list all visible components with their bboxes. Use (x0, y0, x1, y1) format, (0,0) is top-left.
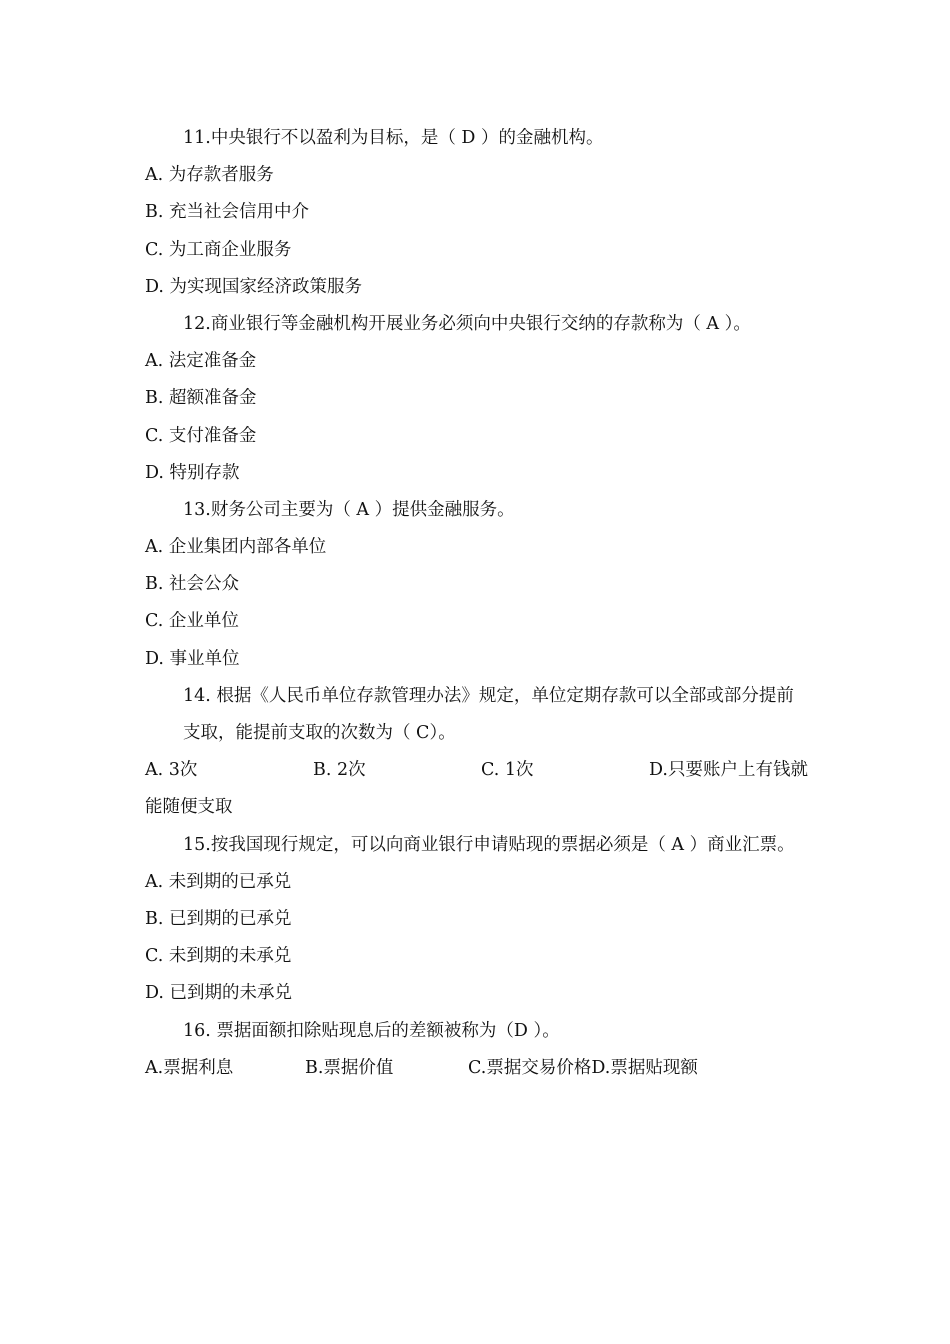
question-list (145, 120, 810, 1087)
question-12-stem: 12.商业银行等金融机构开展业务必须向中央银行交纳的存款称为（ A ）。 (183, 313, 751, 334)
question-15-stem: 15.按我国现行规定，可以向商业银行申请贴现的票据必须是（ A ）商业汇票。 (183, 834, 795, 855)
question-14-option-d: D.只要账户上有钱就能随便支取 (145, 760, 808, 818)
question-16-options (145, 1050, 810, 1087)
question-15-option-a: A. 未到期的已承兑 (145, 871, 292, 892)
question-16-option-d: D.票据贴现额 (591, 1057, 698, 1078)
question-13-option-c: C. 企业单位 (145, 611, 239, 632)
question-16-option-b: B.票据价值 (305, 1057, 394, 1078)
question-15-option-c: C. 未到期的未承兑 (145, 946, 292, 967)
question-12-option-a: A. 法定准备金 (145, 351, 257, 372)
question-13-option-d: D. 事业单位 (145, 648, 240, 669)
question-13-option-b: B. 社会公众 (145, 574, 239, 595)
question-16-stem: 16. 票据面额扣除贴现息后的差额被称为（D ）。 (183, 1020, 560, 1041)
question-14-option-b: B. 2次 (313, 760, 366, 781)
question-11-option-d: D. 为实现国家经济政策服务 (145, 276, 363, 297)
question-13-option-a: A. 企业集团内部各单位 (145, 537, 327, 558)
question-13-stem: 13.财务公司主要为（ A ）提供金融服务。 (183, 499, 515, 520)
question-11-option-a: A. 为存款者服务 (145, 165, 274, 186)
question-11-stem: 11.中央银行不以盈利为目标，是（ D ）的金融机构。 (183, 128, 604, 148)
question-12-option-c: C. 支付准备金 (145, 425, 257, 446)
question-14-options (145, 752, 810, 826)
question-12-option-b: B. 超额准备金 (145, 388, 257, 409)
question-14-stem: 14. 根据《人民币单位存款管理办法》规定，单位定期存款可以全部或部分提前支取，能提前支取的次数为（ C）。 (183, 685, 794, 744)
question-16-option-a: A.票据利息 (145, 1057, 234, 1078)
question-15-option-b: B. 已到期的已承兑 (145, 909, 292, 930)
question-14-option-c: C. 1次 (481, 760, 534, 781)
question-11-option-b: B. 充当社会信用中介 (145, 202, 309, 223)
question-15-option-d: D. 已到期的未承兑 (145, 983, 293, 1004)
question-16-option-c: C.票据交易价格 (468, 1057, 592, 1078)
question-11-option-c: C. 为工商企业服务 (145, 239, 292, 260)
question-14-option-a: A. 3次 (145, 760, 198, 781)
question-12-option-d: D. 特别存款 (145, 462, 240, 483)
